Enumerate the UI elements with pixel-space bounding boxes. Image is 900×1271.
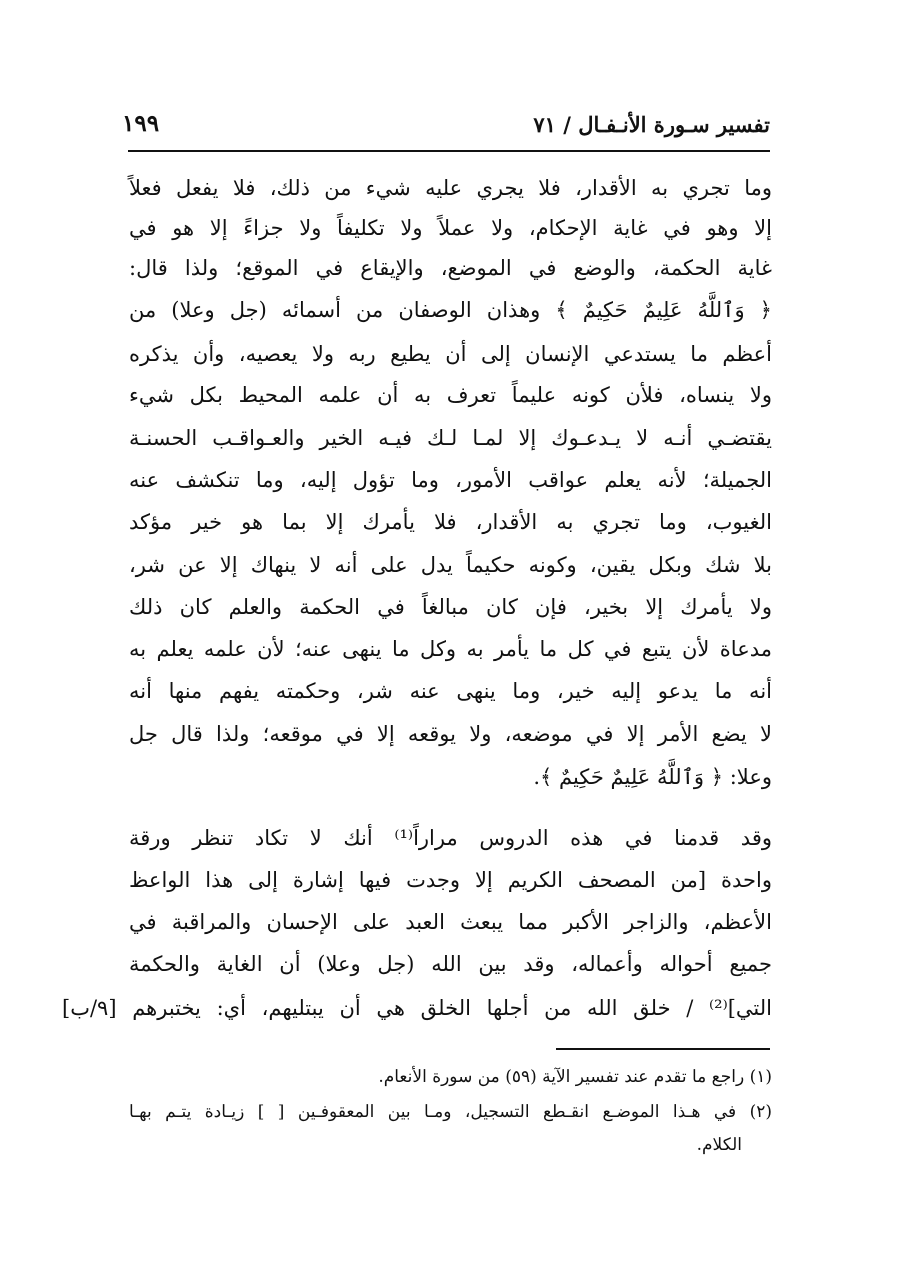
page-number: ١٩٩	[122, 110, 160, 137]
body-line: يقتضـي أنـه لا يـدعـوك إلا لمـا لـك فيـه الخير والعـواقـب الحسنـة	[129, 426, 772, 450]
paragraph-line: الأعظم، والزاجر الأكبر مما يبعث العبد على الإحسان والمراقبة في	[129, 910, 772, 934]
footnote-continuation: الكلام.	[696, 1135, 742, 1155]
body-line: الغيوب، وما تجري به الأقدار، فلا يأمرك إلا بما هو خير مؤكد	[129, 510, 772, 534]
footnote: (١) راجع ما تقدم عند تفسير الآية (٥٩) من سورة الأنعام.	[378, 1067, 772, 1087]
running-title: تفسير سـورة الأنـفـال / ٧١	[533, 112, 770, 137]
body-line: وما تجري به الأقدار، فلا يجري عليه شيء من ذلك، فلا يفعل فعلاً	[129, 176, 772, 200]
body-line: الجميلة؛ لأنه يعلم عواقب الأمور، وما تؤول إليه، وما تنكشف عنه	[129, 468, 772, 492]
body-line: ولا ينساه، فلأن كونه عليماً تعرف به أن علمه المحيط بكل شيء	[129, 383, 772, 407]
body-line: وعلا: ﴿ وَٱللَّهُ عَلِيمٌ حَكِيمٌ ﴾.	[533, 765, 772, 789]
footnote-rule	[556, 1048, 770, 1050]
body-line: مدعاة لأن يتبع في كل ما يأمر به وكل ما ينهى عنه؛ لأن علمه يعلم به	[129, 637, 772, 661]
body-line: لا يضع الأمر إلا في موضعه، ولا يوقعه إلا في موقعه؛ ولذا قال جل	[129, 722, 772, 746]
footnote: (٢) في هـذا الموضـع انقـطع التسجيل، ومـا بين المعقوفـين [ ] زيـادة يتـم بهـا	[129, 1102, 772, 1122]
paragraph-line: وقد قدمنا في هذه الدروس مراراً⁽¹⁾ أنك لا تكاد تنظر ورقة	[129, 826, 772, 850]
body-line: ﴿ وَٱللَّهُ عَلِيمٌ حَكِيمٌ ﴾ وهذان الوصفان من أسمائه (جل وعلا) من	[129, 298, 772, 322]
body-line: إلا وهو في غاية الإحكام، ولا عملاً ولا تكليفاً ولا جزاءً إلا هو في	[129, 216, 772, 240]
body-line: غاية الحكمة، والوضع في الموضع، والإيقاع في الموقع؛ ولذا قال:	[129, 256, 772, 280]
body-line: بلا شك وبكل يقين، وكونه حكيماً يدل على أنه لا ينهاك إلا عن شر،	[129, 553, 772, 577]
paragraph-line: التي]⁽²⁾ / خلق الله من أجلها الخلق هي أن يبتليهم، أي: يختبرهم [٩/ب]	[62, 996, 772, 1020]
header-rule	[128, 150, 770, 152]
body-line: أنه ما يدعو إليه خير، وما ينهى عنه شر، وحكمته يفهم منها أنه	[129, 679, 772, 703]
body-line: أعظم ما يستدعي الإنسان إلى أن يطيع ربه ولا يعصيه، وأن يذكره	[129, 342, 772, 366]
paragraph-line: جميع أحواله وأعماله، وقد بين الله (جل وعلا) أن الغاية والحكمة	[129, 952, 772, 976]
paragraph-line: واحدة [من المصحف الكريم إلا وجدت فيها إشارة إلى هذا الواعظ	[129, 868, 772, 892]
body-line: ولا يأمرك إلا بخير، فإن كان مبالغاً في الحكمة والعلم كان ذلك	[129, 595, 772, 619]
